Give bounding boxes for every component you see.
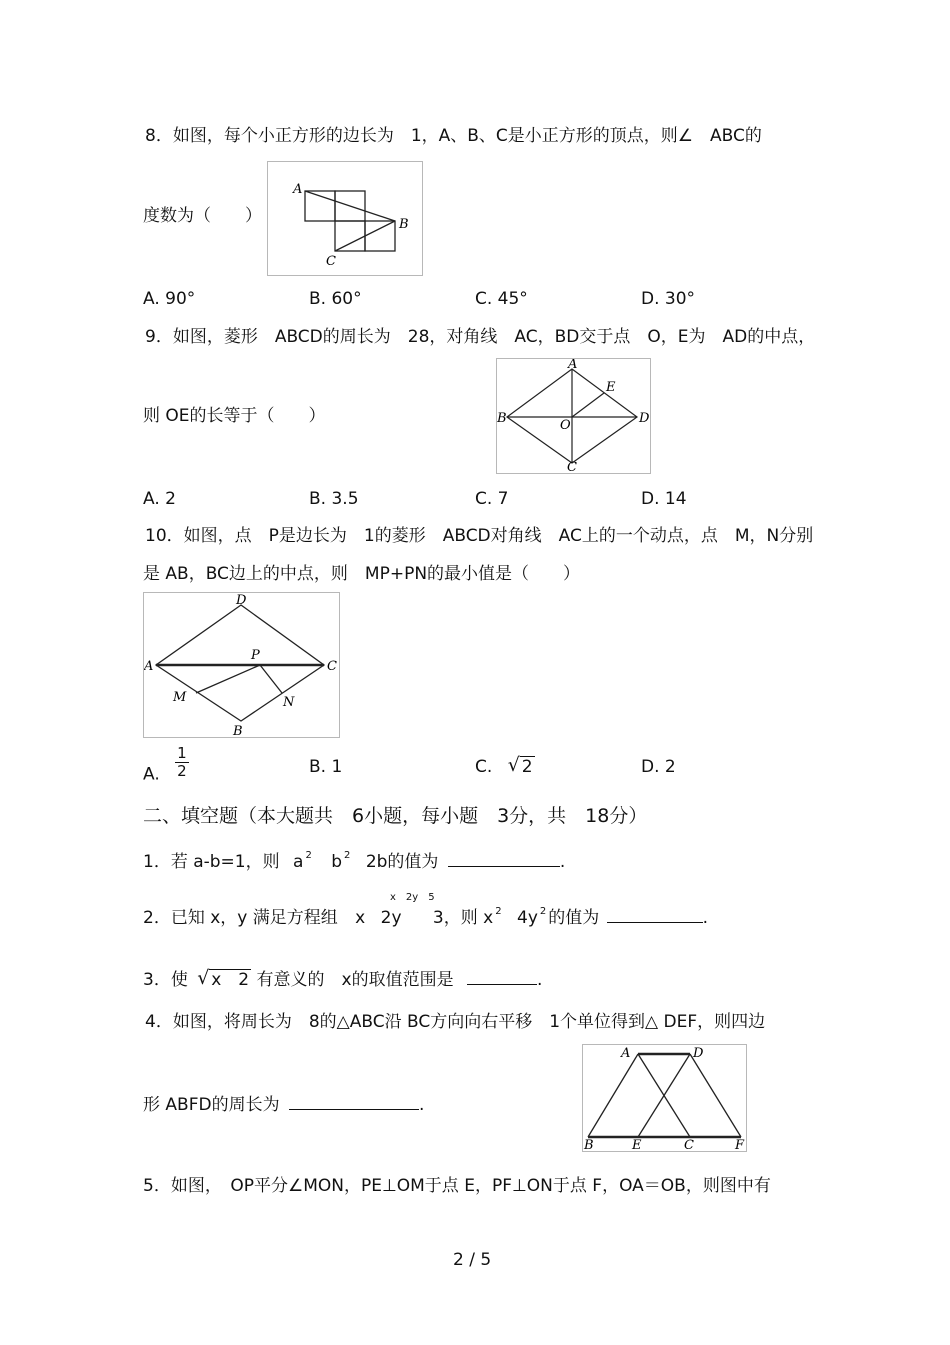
q8-grid-figure	[267, 161, 423, 276]
f4-label-b: B	[584, 1138, 594, 1151]
f4-translation-figure	[582, 1044, 747, 1152]
q10-label-p: P	[251, 648, 260, 663]
f3-prefix: 3．使	[143, 970, 188, 990]
q10-text-line2: 是 AB，BC边上的中点，则 MP+PN的最小值是（ ）	[143, 564, 581, 584]
f2-x: x	[355, 908, 366, 928]
q10-option-a-prefix: A.	[143, 764, 160, 785]
f2-rhs: 3，则	[432, 908, 478, 928]
q9-text-line2: 则 OE的长等于（ ）	[143, 406, 326, 426]
q9-text-line1: 9．如图，菱形 ABCD的周长为 28，对角线 AC，BD交于点 O，E为 AD的中点，	[145, 327, 816, 347]
f4-line2-text: 形 ABFD的周长为	[143, 1095, 280, 1115]
fraction-numerator: 1	[177, 744, 187, 762]
f3-tail: 有意义的 x的取值范围是	[256, 970, 454, 990]
f1-answer-blank[interactable]	[448, 850, 560, 867]
q10-label-d: D	[236, 593, 247, 608]
f2-exp1: 2	[495, 906, 502, 917]
q10-option-c-sqrt	[507, 754, 535, 777]
q10-label-c: C	[327, 659, 337, 674]
f4-answer-blank[interactable]	[289, 1093, 419, 1110]
f2-prefix: 2．已知 x，y 满足方程组	[143, 908, 338, 928]
q10-option-a-fraction	[175, 745, 189, 780]
q9-label-d: D	[639, 411, 650, 426]
f4-label-a: A	[621, 1046, 631, 1061]
f4-label-f: F	[735, 1138, 745, 1151]
q9-option-b: B. 3.5	[309, 489, 359, 509]
q9-option-a: A. 2	[143, 489, 176, 509]
q8-option-b: B. 60°	[309, 289, 362, 309]
page-number: 2 / 5	[453, 1250, 492, 1270]
q9-option-d: D. 14	[641, 489, 687, 509]
f3-answer-blank[interactable]	[467, 968, 537, 985]
fraction-denominator: 2	[177, 762, 187, 780]
q10-label-b: B	[233, 724, 243, 737]
f3-end: .	[537, 970, 543, 990]
f4-label-d: D	[693, 1046, 704, 1061]
f3-text	[143, 968, 542, 990]
f4-end: .	[418, 1095, 425, 1115]
q8-text-line1: 8．如图，每个小正方形的边长为 1，A、B、C是小正方形的顶点，则∠ ABC的	[145, 126, 762, 146]
q9-label-c: C	[567, 460, 577, 473]
section-heading-fill-in: 二、填空题（本大题共 6小题，每小题 3分，共 18分）	[143, 805, 648, 827]
f4-label-c: C	[684, 1138, 694, 1151]
f2-y2: 4y	[517, 908, 538, 928]
f3-sqrt	[197, 967, 251, 990]
radicand: 2	[521, 757, 533, 777]
f1-tail: 2b的值为	[365, 852, 439, 872]
q10-option-a	[143, 744, 189, 792]
f1-prefix: 1．若 a-b=1，则	[143, 852, 280, 872]
q9-rhombus-figure	[496, 358, 651, 474]
q8-option-a: A. 90°	[143, 289, 196, 309]
f1-text	[143, 850, 565, 875]
q8-option-d: D. 30°	[641, 289, 696, 309]
q8-text-line2: 度数为（ ）	[143, 206, 262, 226]
f1-a: a	[293, 852, 304, 872]
q10-option-c	[475, 754, 535, 777]
q10-rhombus-figure	[143, 592, 340, 738]
q8-label-b: B	[399, 217, 409, 232]
f5-text-line1: 5．如图， OP平分∠MON，PE⊥OM于点 E，PF⊥ON于点 F，OA＝OB，则图中有	[143, 1176, 771, 1196]
f1-exp2: 2	[344, 850, 351, 861]
radical-sign-icon: √	[507, 754, 520, 776]
f2-text	[143, 906, 708, 931]
q8-label-c: C	[326, 254, 336, 269]
q9-option-c: C. 7	[475, 489, 509, 509]
f2-exp2: 2	[539, 906, 547, 917]
f2-answer-blank[interactable]	[607, 906, 703, 923]
q9-label-b: B	[497, 411, 507, 426]
f1-exp1: 2	[305, 850, 312, 861]
f3-radicand: x 2	[211, 970, 250, 990]
f4-label-e: E	[632, 1138, 642, 1151]
f2-tail: 的值为	[548, 908, 600, 928]
q9-label-a: A	[568, 359, 578, 372]
q8-label-a: A	[293, 182, 303, 197]
f4-text-line2	[143, 1093, 424, 1115]
f1-b: b	[331, 852, 343, 872]
f2-x2: x	[483, 908, 494, 928]
f2-end: .	[702, 908, 709, 928]
f4-text-line1: 4．如图，将周长为 8的△ABC沿 BC方向向右平移 1个单位得到△ DEF，则四边	[145, 1012, 766, 1032]
q10-label-n: N	[283, 695, 295, 710]
q10-label-m: M	[173, 690, 187, 705]
q10-label-a: A	[144, 659, 154, 674]
f2-system-top: x 2y 5	[390, 892, 435, 903]
q10-text-line1: 10．如图，点 P是边长为 1的菱形 ABCD对角线 AC上的一个动点，点 M，N分别	[145, 526, 814, 546]
f2-mid: 2y	[380, 908, 402, 928]
q8-option-c: C. 45°	[475, 289, 528, 309]
q10-option-d: D. 2	[641, 757, 676, 777]
q9-label-o: O	[560, 418, 571, 433]
q10-option-b: B. 1	[309, 757, 343, 777]
q9-label-e: E	[606, 380, 616, 395]
f1-end: .	[559, 852, 566, 872]
radical-sign-icon: √	[197, 967, 210, 989]
q10-option-c-prefix: C.	[475, 757, 493, 777]
